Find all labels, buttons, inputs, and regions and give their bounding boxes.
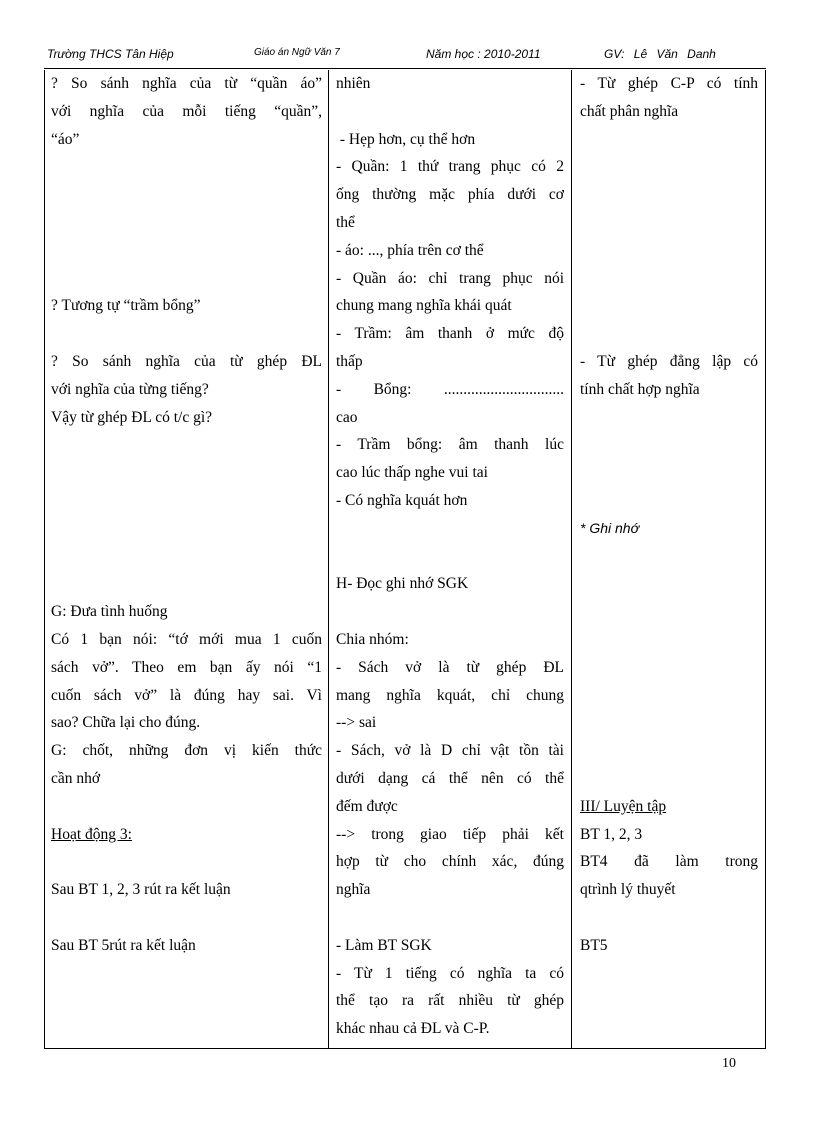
header-divider [44, 68, 766, 69]
text-line: thể [336, 213, 355, 231]
text-line: hợp từ cho chính xác, đúng [336, 853, 564, 871]
practice-heading: III/ Luyện tập [580, 797, 667, 815]
text-line: BT 1, 2, 3 [580, 825, 643, 843]
content-column [580, 70, 758, 960]
activity-heading: Hoạt động 3: [51, 825, 132, 843]
header-teacher: GV: Lê Văn Danh [604, 47, 716, 61]
text-line: chung mang nghĩa khái quát [336, 297, 512, 315]
text-line: Có 1 bạn nói: “tớ mới mua 1 cuốn [51, 630, 322, 648]
text-line: - Sách, vở là D chỉ vật tồn tài [336, 742, 564, 760]
text-line: thể tạo ra rất nhiều từ ghép [336, 992, 564, 1010]
text-line: qtrình lý thuyết [580, 881, 676, 899]
text-line: Sau BT 1, 2, 3 rút ra kết luận [51, 881, 231, 899]
page-number: 10 [722, 1056, 736, 1071]
column-divider-2 [571, 70, 572, 1048]
text-line: với nghĩa của mỗi tiếng “quần”, [51, 102, 322, 120]
text-line: Chia nhóm: [336, 630, 409, 648]
text-line: cao lúc thấp nghe vui tai [336, 464, 488, 482]
lesson-table [44, 70, 766, 1049]
text-line: - Trầm: âm thanh ở mức độ [336, 325, 564, 343]
text-line: sách vở”. Theo em bạn ấy nói “1 [51, 658, 322, 676]
text-line: - Hẹp hơn, cụ thể hơn [336, 130, 476, 148]
text-line: - áo: ..., phía trên cơ thể [336, 241, 484, 259]
text-line: đếm được [336, 797, 398, 815]
text-line: Vậy từ ghép ĐL có t/c gì? [51, 408, 213, 426]
header-year: Năm học : 2010-2011 [426, 47, 541, 61]
text-line: thấp [336, 352, 363, 370]
text-line: - Quần áo: chỉ trang phục nói [336, 269, 564, 287]
text-line: nhiên [336, 75, 371, 92]
text-line: dưới dạng cá thể nên có thể [336, 769, 564, 787]
text-line: - Từ ghép C-P có tính [580, 75, 758, 92]
text-line: BT4 đã làm trong [580, 853, 758, 871]
text-line: - Bổng: ............................... [336, 380, 564, 398]
text-line: G: Đưa tình huống [51, 603, 168, 621]
text-line: - Từ 1 tiếng có nghĩa ta có [336, 964, 564, 982]
text-line: chất phân nghĩa [580, 102, 679, 120]
text-line: ? Tương tự “trầm bổng” [51, 297, 201, 315]
column-divider-1 [328, 70, 329, 1048]
student-activity-column [336, 70, 564, 1043]
text-line: ống thường mặc phía dưới cơ [336, 186, 564, 204]
text-line: cao [336, 408, 358, 426]
text-line: G: chốt, những đơn vị kiến thức [51, 742, 322, 760]
text-line: --> sai [336, 714, 377, 732]
header-school: Trường THCS Tân Hiệp [47, 47, 174, 61]
text-line: tính chất hợp nghĩa [580, 380, 700, 398]
text-line: nghĩa [336, 881, 371, 899]
text-line: cuốn sách vở” là đúng hay sai. Vì [51, 686, 322, 704]
text-line: --> trong giao tiếp phải kết [336, 825, 564, 843]
header-subject: Giáo án Ngữ Văn 7 [254, 47, 340, 58]
text-line: - Từ ghép đẳng lập có [580, 352, 758, 370]
text-line: mang nghĩa kquát, chỉ chung [336, 686, 564, 704]
text-line: - Làm BT SGK [336, 936, 432, 954]
text-line: BT5 [580, 936, 608, 954]
text-line: - Trầm bổng: âm thanh lúc [336, 436, 564, 454]
text-line: ? So sánh nghĩa của từ ghép ĐL [51, 352, 322, 370]
text-line: “áo” [51, 130, 80, 148]
text-line: - Có nghĩa kquát hơn [336, 491, 468, 509]
text-line: Sau BT 5rút ra kết luận [51, 936, 196, 954]
text-line: - Sách vở là từ ghép ĐL [336, 658, 564, 676]
page-header [47, 47, 767, 67]
text-line: - Quần: 1 thứ trang phục có 2 [336, 158, 564, 176]
text-line: khác nhau cả ĐL và C-P. [336, 1020, 490, 1038]
text-line: cần nhớ [51, 769, 101, 787]
text-line: với nghĩa của từng tiếng? [51, 380, 209, 398]
memory-note: * Ghi nhớ [580, 519, 640, 536]
text-line: sao? Chữa lại cho đúng. [51, 714, 201, 732]
text-line: H- Đọc ghi nhớ SGK [336, 575, 469, 593]
teacher-activity-column [51, 70, 322, 960]
text-line: ? So sánh nghĩa của từ “quần áo” [51, 75, 322, 92]
